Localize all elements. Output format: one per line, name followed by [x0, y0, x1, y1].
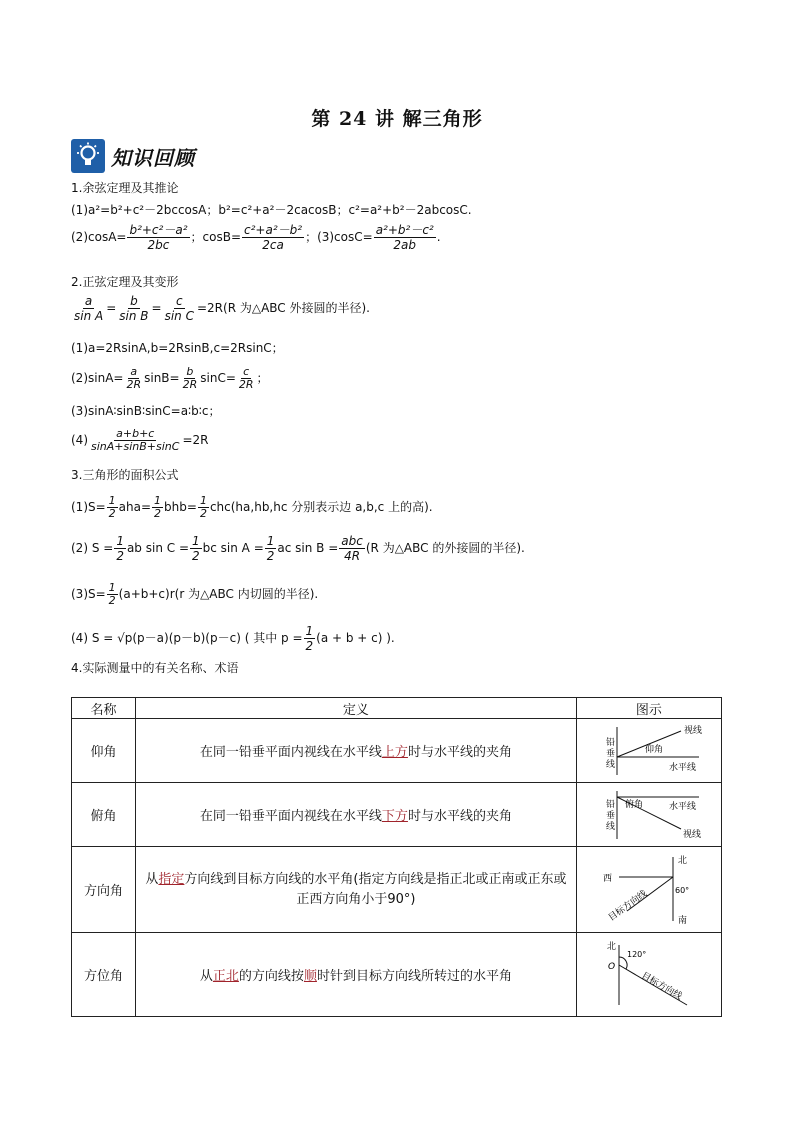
area-formula-2 [71, 534, 525, 563]
table-header: 定义 [136, 698, 577, 719]
fraction [89, 428, 181, 453]
text: (4) S = √p(p－a)(p－b)(p－c) ( 其中 p = [71, 631, 303, 645]
label: 线 [605, 759, 615, 770]
text: =2R [182, 433, 209, 447]
term-definition [136, 783, 577, 847]
text: 在同一铅垂平面内视线在水平线 [199, 745, 382, 760]
fraction [107, 582, 118, 607]
lightbulb-icon [71, 139, 105, 173]
fraction [114, 534, 126, 563]
keyword: 指定 [158, 871, 185, 887]
label: 铅 [605, 799, 615, 810]
fraction [198, 495, 209, 520]
denominator: 2 [192, 549, 200, 563]
term-definition [136, 719, 577, 783]
text: (4) [71, 433, 88, 447]
text: sinC= [200, 371, 236, 385]
keyword: 上方 [381, 745, 408, 760]
fraction [117, 294, 150, 323]
cosine-corollaries [71, 223, 441, 252]
fraction [181, 366, 200, 391]
numerator: 1 [108, 494, 116, 507]
numerator: 1 [116, 534, 124, 548]
law-of-cosines: (1)a²=b²+c²－2bccosA；b²=c²+a²－2cacosB；c²=a²+b²－2abcosC. [71, 203, 472, 217]
numerator: b²+c²－a² [129, 223, 188, 237]
numerator: 1 [108, 581, 116, 594]
denominator: 2 [108, 507, 116, 520]
sine-variant-2 [71, 366, 269, 391]
term-definition [136, 933, 577, 1017]
term-name: 方位角 [72, 933, 136, 1017]
table-header: 名称 [72, 698, 136, 719]
text: (2)cosA= [71, 230, 127, 244]
table-row [72, 933, 722, 1017]
label: 南 [677, 915, 687, 926]
section3-heading: 3.三角形的面积公式 [71, 468, 179, 482]
denominator: sin C [164, 309, 194, 323]
text: (3)S= [71, 587, 106, 601]
denominator: 2 [199, 507, 207, 520]
denominator: 2 [154, 507, 162, 520]
label: 北 [677, 855, 687, 866]
numerator: 1 [154, 494, 162, 507]
numerator: 1 [199, 494, 207, 507]
denominator: 2ca [262, 238, 284, 252]
elevation-angle-diagram [576, 719, 721, 783]
fraction [127, 223, 189, 252]
section1-heading: 1.余弦定理及其推论 [71, 181, 179, 195]
denominator: 2 [305, 639, 314, 653]
numerator: 1 [305, 624, 314, 638]
label: 铅 [605, 737, 615, 748]
table-row [72, 783, 722, 847]
label: 俯角 [624, 799, 643, 810]
denominator: sinA+sinB+sinC [91, 440, 180, 453]
label: O [607, 961, 615, 972]
depression-angle-diagram [576, 783, 721, 847]
denominator: 2 [266, 549, 275, 563]
numerator: abc [341, 534, 363, 548]
text: ；(3)cosC= [305, 230, 373, 244]
fraction [107, 495, 118, 520]
area-formula-heron [71, 624, 395, 653]
section-badge-label: 知识回顾 [111, 145, 195, 170]
sine-variant-3: (3)sinA∶sinB∶sinC=a∶b∶c； [71, 404, 221, 418]
fraction [242, 223, 304, 252]
numerator: c²+a²－b² [244, 223, 303, 237]
fraction [152, 495, 163, 520]
text: ； [256, 371, 269, 385]
denominator: 2R [182, 378, 198, 391]
fraction [339, 534, 365, 563]
denominator: 2 [108, 594, 116, 607]
table-header-row [72, 698, 722, 719]
numerator: a²+b²－c² [375, 223, 434, 237]
term-name: 俯角 [72, 783, 136, 847]
numerator: b [130, 294, 138, 308]
text: bhb= [164, 500, 197, 514]
keyword: 顺 [303, 969, 317, 984]
page-title: 第 24 讲 解三角形 [311, 108, 483, 130]
label: 仰角 [644, 744, 663, 755]
table-row [72, 847, 722, 933]
table-header: 图示 [576, 698, 721, 719]
text: 时与水平线的夹角 [407, 745, 512, 760]
term-name: 方向角 [72, 847, 136, 933]
text: aha= [118, 500, 152, 514]
label: 120° [626, 949, 647, 959]
label: 西 [602, 873, 612, 884]
numerator: a+b+c [116, 427, 155, 440]
label: 视线 [683, 725, 702, 736]
label: 垂 [605, 748, 615, 759]
direction-angle-diagram [576, 847, 721, 933]
denominator: sin B [119, 309, 149, 323]
text: bc sin A = [202, 541, 264, 555]
denominator: 2 [116, 549, 124, 563]
numerator: a [130, 365, 138, 378]
label: 60° [674, 885, 690, 895]
terms-table [71, 697, 722, 1017]
numerator: c [175, 294, 183, 308]
text: ；cosB= [190, 230, 241, 244]
fraction [237, 366, 256, 391]
sine-variant-4 [71, 428, 209, 453]
text: sinB= [144, 371, 180, 385]
fraction [190, 534, 202, 563]
text: 时针到目标方向线所转过的水平角 [316, 969, 512, 984]
area-formula-3 [71, 582, 318, 607]
fraction [374, 223, 436, 252]
text: (R 为△ABC 的外接圆的半径). [365, 541, 525, 555]
label: 水平线 [668, 762, 696, 773]
fraction [124, 366, 143, 391]
text: . [436, 230, 441, 244]
section-badge [71, 138, 195, 174]
denominator: 2R [238, 378, 254, 391]
bearing-angle-diagram [576, 933, 721, 1017]
text: ac sin B = [277, 541, 339, 555]
text: 从 [199, 969, 213, 984]
label: 垂 [605, 810, 615, 821]
text: 的方向线按 [238, 969, 304, 984]
text: chc(ha,hb,hc 分别表示边 a,b,c 上的高). [209, 500, 433, 514]
text: 方向线到目标方向线的水平角(指定方向线是指正北或正南或正东或正西方向角小于90°) [184, 871, 567, 907]
denominator: sin A [74, 309, 104, 323]
section2-heading: 2.正弦定理及其变形 [71, 275, 179, 289]
area-formula-1 [71, 495, 433, 520]
keyword: 正北 [212, 969, 239, 984]
fraction [304, 624, 316, 653]
text: 在同一铅垂平面内视线在水平线 [199, 809, 382, 824]
fraction [163, 294, 196, 323]
denominator: 4R [344, 549, 361, 563]
text: (a+b+c)r(r 为△ABC 内切圆的半径). [118, 587, 319, 601]
label: 线 [605, 821, 615, 832]
term-name: 仰角 [72, 719, 136, 783]
denominator: 2ab [393, 238, 417, 252]
numerator: c [243, 365, 250, 378]
text: (2) S = [71, 541, 114, 555]
text: (2)sinA= [71, 371, 124, 385]
section4-heading: 4.实际测量中的有关名称、术语 [71, 661, 239, 675]
numerator: 1 [192, 534, 200, 548]
fraction [265, 534, 277, 563]
text: 时与水平线的夹角 [407, 809, 512, 824]
label: 目标方向线 [606, 888, 650, 923]
numerator: a [84, 294, 93, 308]
denominator: 2bc [147, 238, 170, 252]
text: ab sin C = [126, 541, 189, 555]
term-definition [136, 847, 577, 933]
denominator: 2R [126, 378, 142, 391]
label: 视线 [682, 829, 701, 840]
text: =2R(R 为△ABC 外接圆的半径). [196, 301, 370, 315]
law-of-sines: $\frac{a}{\text{sin A}}$ = $\frac{b}{\text{sin B}}$ = $\frac{c}{\text{sin C}}$ =2R(R 为△ABC 外接圆的半径). [74, 294, 370, 323]
numerator: b [186, 365, 194, 378]
label: 目标方向线 [639, 970, 684, 1002]
label: 水平线 [668, 801, 696, 812]
label: 北 [606, 941, 616, 952]
text: (1)S= [71, 500, 106, 514]
table-row [72, 719, 722, 783]
fraction [72, 294, 105, 323]
sine-variant-1: (1)a=2RsinA,b=2RsinB,c=2RsinC； [71, 341, 284, 355]
numerator: 1 [266, 534, 275, 548]
keyword: 下方 [381, 809, 408, 824]
text: (a + b + c) ). [316, 631, 395, 645]
text: 从 [145, 871, 159, 887]
